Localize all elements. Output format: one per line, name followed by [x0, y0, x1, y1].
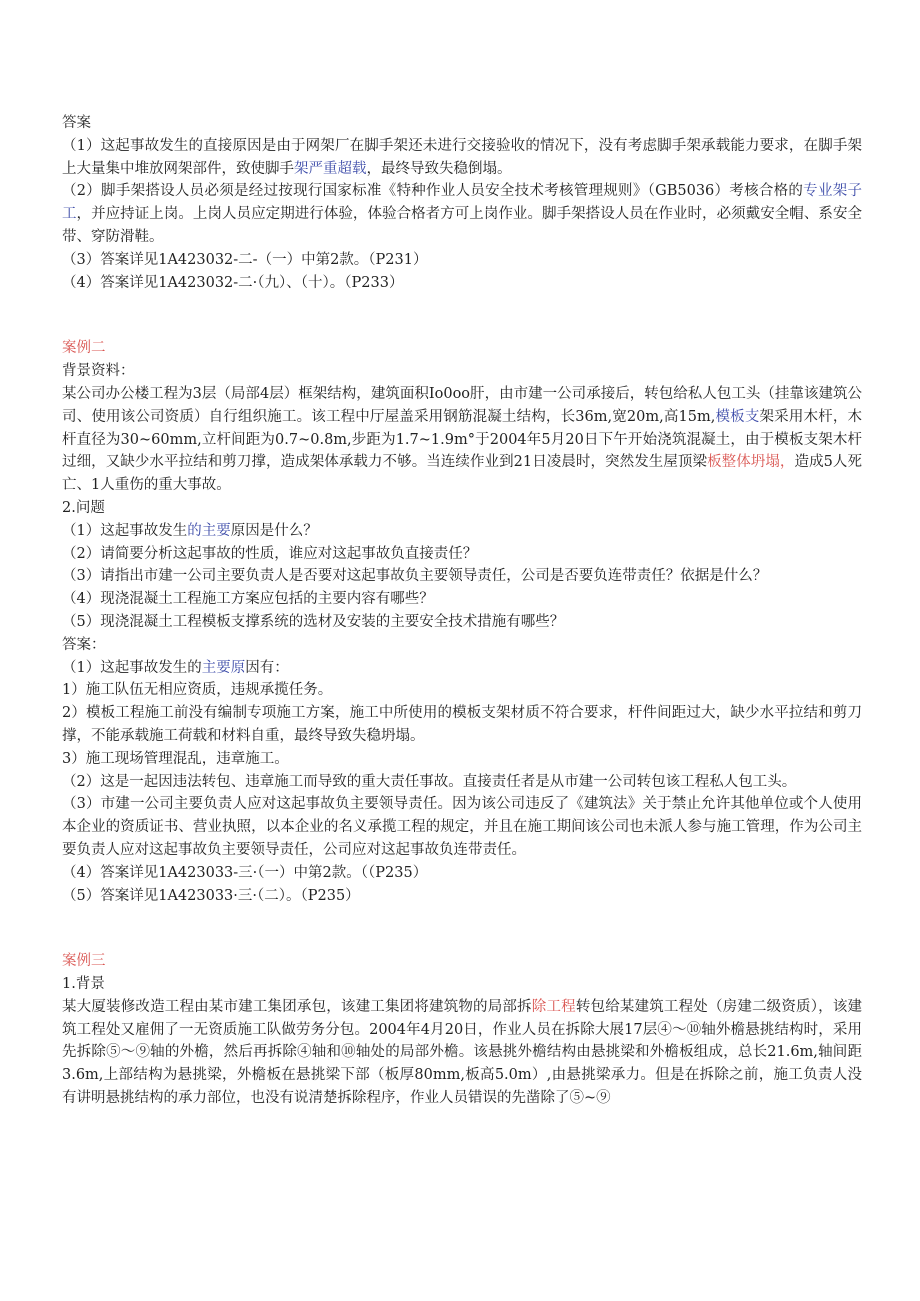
- text-run: 原因是什么？: [230, 522, 318, 539]
- highlighted-text: 的主要: [187, 522, 231, 539]
- text-run: 转包给某建筑工程处（房建二级资质），该建筑工程处又雇佣了一无资质施工队做劳务分包。2004年4月20日，作业人员在拆除大展17层④～⑩轴外檐悬挑结构时，采用先拆除⑤～⑨轴的外檐，然后再拆除④轴和⑩轴处的局部外檐。该悬挑外檐结构由悬挑梁和外檐板组成，总长21.6m,轴间距3.6m,上部结构为悬挑梁，外檐板在悬挑梁下部（板厚80mm,板高5.0m）,由悬挑梁承力。但是在拆除之前，施工负责人没有讲明悬挑结构的承力部位，也没有说清楚拆除程序，作业人员错误的先凿除了⑤~⑨: [62, 998, 863, 1107]
- highlighted-text: 模板支: [715, 408, 760, 425]
- case2-title: 案例二: [62, 340, 106, 357]
- case2-background-paragraph: [62, 383, 862, 497]
- case3-background-label: 1.背景: [62, 976, 105, 993]
- text-run: （5）现浇混凝土工程模板支撑系统的选材及安装的主要安全技术措施有哪些？: [62, 613, 565, 630]
- case2-answer-label: 答案：: [62, 636, 106, 653]
- text-run: 架采用木杆，木杆直径为30~60mm,立杆间距为0.7~0.8m,步距为1.7~1.9m°于2004年5月20日下午开始浇筑混凝土，由于模板支架木杆过细，又缺少水平拉结和剪刀撑，造成架体承载力不够。当连续作业到21日凌晨时，突然发生屋顶梁: [62, 408, 863, 471]
- answer-item: [62, 748, 862, 771]
- text-run: （3）请指出市建一公司主要负责人是否要对这起事故负主要领导责任，公司是否要负连带责任？依据是什么？: [62, 568, 768, 585]
- text-run: （1）这起事故发生的直接原因是由于网架厂在脚手架还未进行交接验收的情况下，没有考虑脚手架承载能力要求，在脚手架上大量集中堆放网架部件，致使脚手: [62, 137, 862, 177]
- answer-item: [62, 657, 862, 680]
- text-run: 因有：: [245, 659, 289, 676]
- highlighted-text: 主要原: [201, 659, 246, 676]
- text-run: ，最终导致失稳倒塌。: [366, 160, 512, 177]
- text-run: 造成5人死亡、1人重伤的重大事故。: [62, 454, 863, 494]
- answer-item: [62, 272, 862, 295]
- case2-question-list: [62, 520, 862, 634]
- text-run: （4）现浇混凝土工程施工方案应包括的主要内容有哪些？: [62, 591, 434, 608]
- case2-section: [62, 337, 862, 907]
- case3-section: [62, 950, 862, 1110]
- answer-item: [62, 702, 862, 748]
- highlighted-text: 专业架子工: [62, 183, 862, 223]
- answer-section-case1: [62, 112, 862, 294]
- text-run: （5）答案详见1A423033·三·（二）。（P235）: [62, 887, 360, 904]
- case2-background-label: 背景资料：: [62, 363, 135, 380]
- answer-item: [62, 862, 862, 885]
- highlighted-text: 除工程: [531, 998, 576, 1015]
- text-run: （3）市建一公司主要负责人应对这起事故负主要领导责任。因为该公司违反了《建筑法》关于禁止允许其他单位或个人使用本企业的资质证书、营业执照，以本企业的名义承揽工程的规定，并且在施工期间该公司也未派人参与施工管理，作为公司主要负责人应对这起事故负主要领导责任，公司应对这起事故负连带责任。: [62, 796, 862, 858]
- answer-item: [62, 135, 862, 181]
- answer-item: [62, 249, 862, 272]
- answer-list: [62, 135, 862, 295]
- case2-answer-list: [62, 657, 862, 908]
- text-run: （3）答案详见1A423032-二-（一）中第2款。（P231）: [62, 251, 428, 268]
- question-item: [62, 543, 862, 566]
- text-run: ，并应持证上岗。上岗人员应定期进行体验，体验合格者方可上岗作业。脚手架搭设人员在作业时，必须戴安全帽、系安全带、穿防滑鞋。: [62, 206, 862, 245]
- text-run: （2）请简要分析这起事故的性质，谁应对这起事故负直接责任？: [62, 545, 478, 562]
- text-run: （2）这是一起因违法转包、违章施工而导致的重大责任事故。直接责任者是从市建一公司转包该工程私人包工头。: [62, 773, 797, 790]
- text-run: 某公司办公楼工程为3层（局部4层）框架结构，建筑面积Io0oo肝，由市建一公司承接后，转包给私人包工头（挂靠该建筑公司、使用该公司资质）自行组织施工。该工程中厅屋盖采用钢筋混凝土结构，长36m,宽20m,高15m,: [62, 385, 862, 425]
- case3-background-paragraph: [62, 996, 862, 1110]
- document-page: [62, 112, 862, 1110]
- answer-item: [62, 771, 862, 794]
- answer-item: [62, 885, 862, 908]
- text-run: 2）模板工程施工前没有编制专项施工方案，施工中所使用的模板支架材质不符合要求，杆件间距过大，缺少水平拉结和剪刀撑，不能承载施工荷载和材料自重，最终导致失稳坍塌。: [62, 705, 862, 744]
- text-run: 3）施工现场管理混乱，违章施工。: [62, 750, 289, 767]
- answer-item: [62, 679, 862, 702]
- case3-title: 案例三: [62, 953, 106, 970]
- case2-questions-label: 2.问题: [62, 499, 105, 516]
- question-item: [62, 588, 862, 611]
- text-run: （2）脚手架搭设人员必须是经过按现行国家标准《特种作业人员安全技术考核管理规则》（GB5036）考核合格的: [62, 183, 804, 200]
- question-item: [62, 565, 862, 588]
- text-run: 1）施工队伍无相应资质，违规承揽任务。: [62, 682, 333, 699]
- text-run: 某大厦装修改造工程由某市建工集团承包，该建工集团将建筑物的局部拆: [62, 998, 532, 1015]
- answer-heading: 答案: [62, 115, 91, 131]
- text-run: （1）这起事故发生: [62, 522, 188, 539]
- question-item: [62, 520, 862, 543]
- text-run: （4）答案详见1A423032-二·（九）、（十）。（P233）: [62, 274, 404, 291]
- question-item: [62, 611, 862, 634]
- answer-item: [62, 793, 862, 861]
- text-run: （4）答案详见1A423033-三·（一）中第2款。（（P235）: [62, 864, 428, 881]
- answer-item: [62, 180, 862, 248]
- text-run: （1）这起事故发生的: [62, 659, 202, 676]
- highlighted-text: 架严重超载: [294, 160, 367, 177]
- highlighted-text: 板整体坍塌，: [707, 454, 795, 471]
